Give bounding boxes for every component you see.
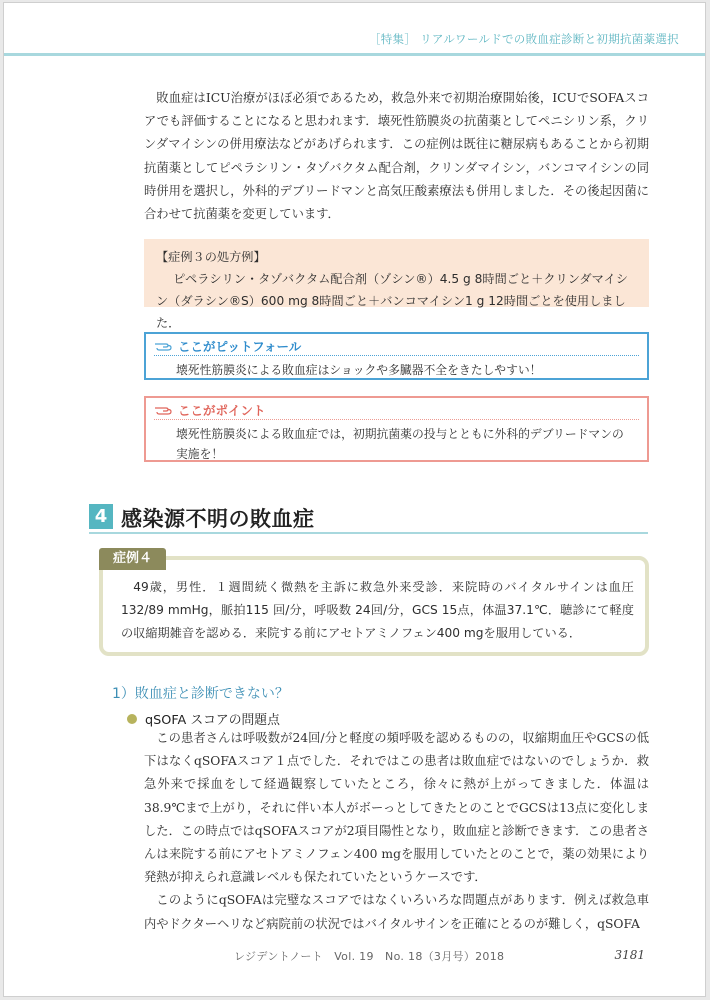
pitfall-box xyxy=(144,332,649,380)
intro-paragraph-block xyxy=(144,87,649,226)
pointing-hand-icon xyxy=(154,340,174,352)
point-text: 壊死性筋膜炎による敗血症では，初期抗菌薬の投与とともに外科的デブリードマンの実施を！ xyxy=(176,427,624,461)
document-page xyxy=(3,2,706,997)
subsection-heading: 1）敗血症と診断できない？ xyxy=(112,686,289,702)
body-paragraph: このようにqSOFAは完璧なスコアではなくいろいろな問題点があります．例えば救急車内やドクターヘリなど病院前の状況ではバイタルサインを正確にとるのが難しく，qSOFA xyxy=(144,893,649,931)
point-label: ここがポイント xyxy=(178,403,266,418)
section-rule xyxy=(89,532,648,534)
prescription-box xyxy=(144,239,649,330)
point-box xyxy=(144,396,649,462)
case-tag: 症例４ xyxy=(99,548,166,570)
case-text-block xyxy=(121,576,634,645)
running-header: ［特集］ リアルワールドでの敗血症診断と初期抗菌薬選択 xyxy=(368,32,679,46)
body-paragraphs xyxy=(144,727,649,936)
bullet-heading-label: qSOFA スコアの問題点 xyxy=(145,713,280,728)
pitfall-header xyxy=(154,337,639,356)
case-text: 49歳，男性．１週間続く微熱を主訴に救急外来受診．来院時のバイタルサインは血圧 132/89 mmHg，脈拍115 回/分，呼吸数 24回/分，GCS 15点，体温37.1℃．聴診にて軽度の収縮期雑音を認める．来院する前にアセトアミノフェン400 mgを服用している． xyxy=(121,580,634,640)
bullet-dot-icon xyxy=(127,714,137,724)
page-number: 3181 xyxy=(614,948,645,962)
pointing-hand-icon xyxy=(154,404,174,416)
pitfall-text: 壊死性筋膜炎による敗血症はショックや多臓器不全をきたしやすい！ xyxy=(176,363,542,377)
prescription-title: 【症例３の処方例】 xyxy=(156,250,266,264)
section-title: 感染源不明の敗血症 xyxy=(121,507,315,531)
section-number: 4 xyxy=(89,504,113,529)
bullet-heading xyxy=(127,709,280,728)
body-paragraph: この患者さんは呼吸数が24回/分と軽度の頻呼吸を認めるものの，収縮期血圧やGCSの低下はなくqSOFAスコア１点でした．それではこの患者は敗血症ではないのでしょうか．救急外来で採血をして経過観察していたところ，徐々に熱が上がってきました．体温は38.9℃まで上がり，それに伴い本人がボーっとしてきたとのことでGCSは13点に変化しました．この時点ではqSOFAスコアが2項目陽性となり，敗血症と診断できます．この患者さんは来院する前にアセトアミノフェン400 mgを服用していたとのことで，薬の効果により発熱が抑えられ意識レベルも保たれていたというケースです． xyxy=(144,731,649,885)
header-rule xyxy=(4,53,705,56)
intro-paragraph: 敗血症はICU治療がほぼ必須であるため，救急外来で初期治療開始後，ICUでSOFAスコアでも評価することになると思われます．壊死性筋膜炎の抗菌薬としてペニシリン系，クリンダマイシンの併用療法などがあげられます．この症例は既往に糖尿病もあることから初期抗菌薬としてピペラシリン・タゾバクタム配合剤，クリンダマイシン，バンコマイシンの同時併用を選択し，外科的デブリードマンと高気圧酸素療法も併用しました．その後起因菌に合わせて抗菌薬を変更しています． xyxy=(144,91,649,222)
prescription-text: ピペラシリン・タゾバクタム配合剤（ゾシン®）4.5 g 8時間ごと＋クリンダマイシン（ダラシン®S）600 mg 8時間ごと＋バンコマイシン1 g 12時間ごとを使用しました． xyxy=(156,272,628,330)
pitfall-label: ここがピットフォール xyxy=(178,339,302,354)
footer-journal: レジデントノート Vol. 19 No. 18（3月号）2018 xyxy=(234,950,505,963)
point-header xyxy=(154,401,639,420)
